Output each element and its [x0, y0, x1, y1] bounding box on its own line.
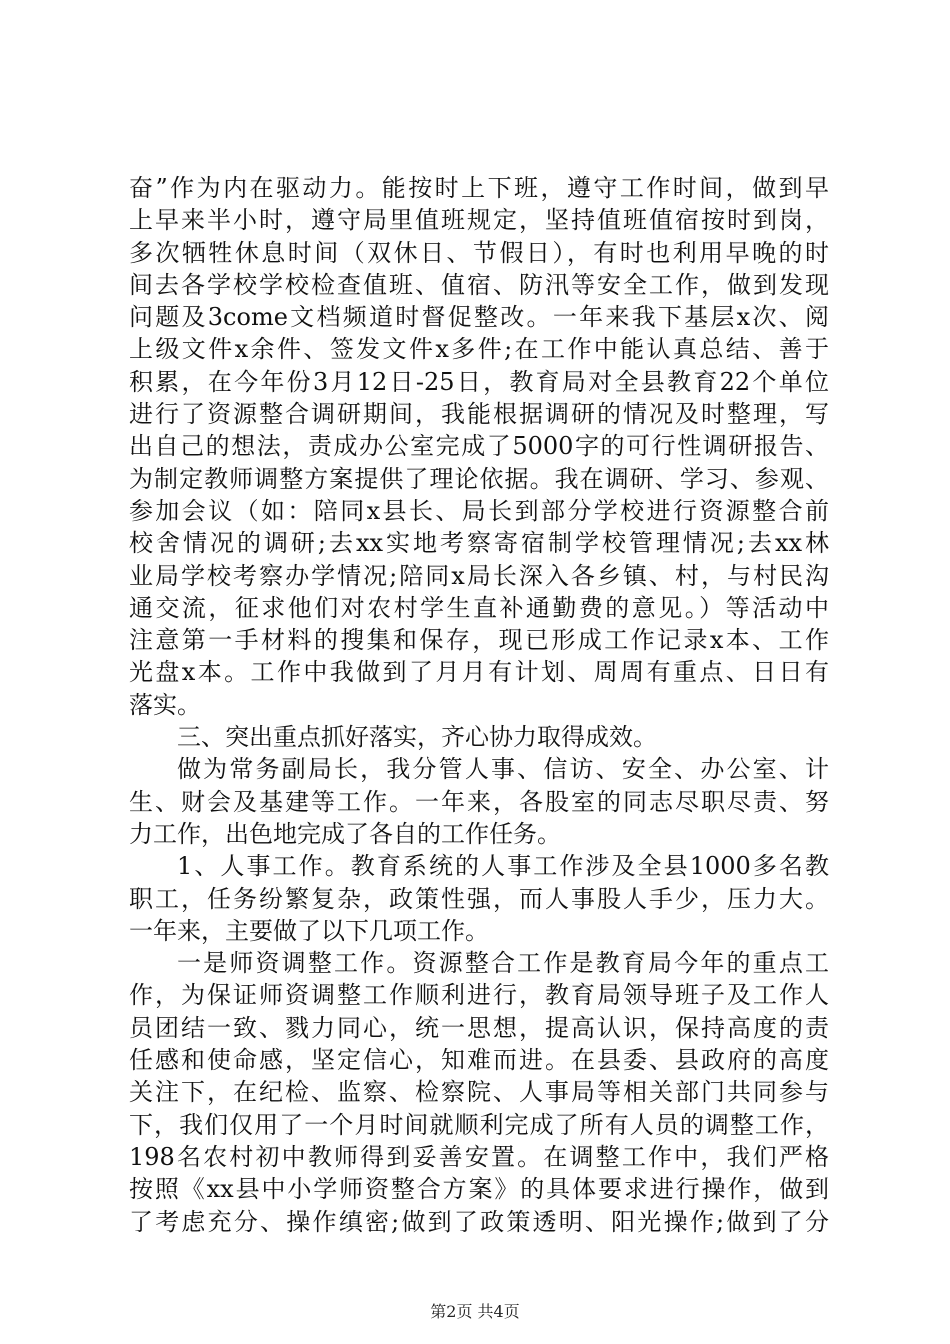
- text-line: 三、突出重点抓好落实，齐心协力取得成效。: [177, 723, 657, 752]
- text-line: 间去各学校学校检查值班、值宿、防汛等安全工作，做到发现: [129, 270, 829, 299]
- text-line: 出自己的想法，责成办公室完成了5000字的可行性调研报告、: [129, 432, 829, 461]
- text-line: 落实。: [129, 690, 201, 719]
- text-line: 上早来半小时，遵守局里值班规定，坚持值班值宿按时到岗，: [129, 206, 829, 235]
- text-line: 做为常务副局长，我分管人事、信访、安全、办公室、计: [177, 755, 829, 784]
- text-line: 力工作，出色地完成了各自的工作任务。: [129, 819, 561, 848]
- text-line: 多次牺牲休息时间（双休日、节假日），有时也利用早晚的时: [129, 238, 829, 267]
- text-line: 了考虑充分、操作缜密;做到了政策透明、阳光操作;做到了分: [129, 1207, 829, 1236]
- page-number-footer: 第2页 共4页: [430, 1302, 520, 1321]
- text-line: 上级文件x余件、签发文件x多件;在工作中能认真总结、善于: [129, 335, 829, 364]
- text-line: 积累，在今年份3月12日-25日，教育局对全县教育22个单位: [129, 367, 829, 396]
- text-line: 下，我们仅用了一个月时间就顺利完成了所有人员的调整工作，: [129, 1110, 829, 1139]
- text-line: 光盘x本。工作中我做到了月月有计划、周周有重点、日日有: [129, 658, 829, 687]
- text-line: 关注下，在纪检、监察、检察院、人事局等相关部门共同参与: [129, 1078, 829, 1107]
- text-line: 198名农村初中教师得到妥善安置。在调整工作中，我们严格: [129, 1142, 829, 1171]
- text-line: 职工，任务纷繁复杂，政策性强，而人事股人手少，压力大。: [129, 884, 829, 913]
- text-line: 任感和使命感，坚定信心，知难而进。在县委、县政府的高度: [129, 1046, 829, 1075]
- text-line: 员团结一致、戮力同心，统一思想，提高认识，保持高度的责: [129, 1013, 829, 1042]
- text-line: 生、财会及基建等工作。一年来，各股室的同志尽职尽责、努: [129, 787, 829, 816]
- text-line: 注意第一手材料的搜集和保存，现已形成工作记录x本、工作: [129, 626, 829, 655]
- text-line: 问题及3come文档频道时督促整改。一年来我下基层x次、阅: [129, 303, 829, 332]
- text-line: 业局学校考察办学情况;陪同x局长深入各乡镇、村，与村民沟: [129, 561, 829, 590]
- document-body: [129, 172, 829, 1238]
- text-line: 参加会议（如：陪同x县长、局长到部分学校进行资源整合前: [129, 496, 829, 525]
- text-line: 一年来，主要做了以下几项工作。: [129, 916, 489, 945]
- text-line: 作，为保证师资调整工作顺利进行，教育局领导班子及工作人: [129, 981, 829, 1010]
- text-line: 奋”作为内在驱动力。能按时上下班，遵守工作时间，做到早: [129, 174, 829, 202]
- text-line: 进行了资源整合调研期间，我能根据调研的情况及时整理，写: [129, 400, 829, 429]
- text-line: 按照《xx县中小学师资整合方案》的具体要求进行操作，做到: [129, 1175, 829, 1204]
- text-line: 为制定教师调整方案提供了理论依据。我在调研、学习、参观、: [129, 464, 829, 493]
- text-line: 校舍情况的调研;去xx实地考察寄宿制学校管理情况;去xx林: [129, 529, 829, 558]
- text-line: 一是师资调整工作。资源整合工作是教育局今年的重点工: [177, 949, 829, 978]
- text-line: 通交流，征求他们对农村学生直补通勤费的意见。）等活动中: [129, 593, 829, 622]
- text-line: 1、人事工作。教育系统的人事工作涉及全县1000多名教: [177, 852, 829, 881]
